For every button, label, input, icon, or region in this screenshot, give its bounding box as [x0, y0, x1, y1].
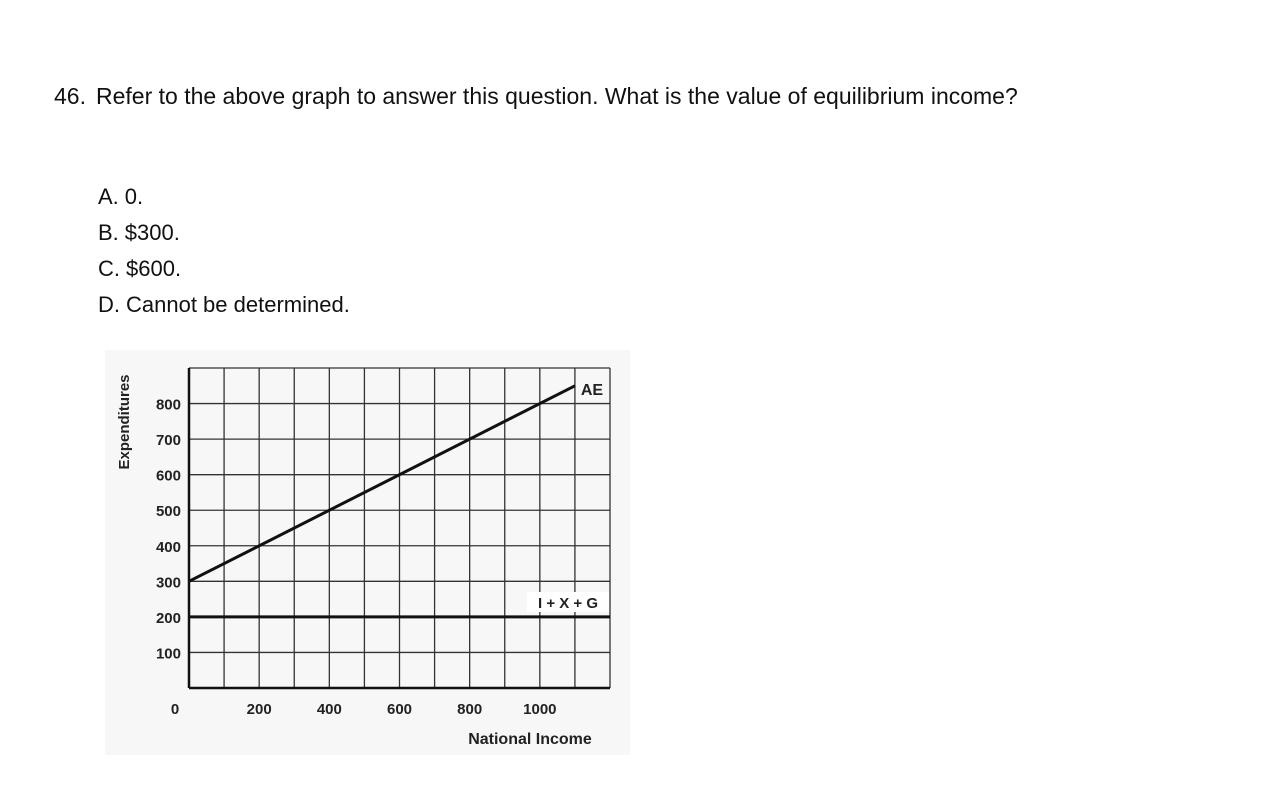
ae-label: AE	[580, 382, 604, 399]
choice-letter: A.	[98, 184, 119, 209]
x-tick-label: 800	[457, 701, 483, 718]
chart-ticks	[156, 397, 557, 718]
choice-b[interactable]	[98, 219, 350, 255]
choice-letter: B.	[98, 220, 119, 245]
ixg-label: I + X + G	[537, 595, 599, 612]
choice-letter: C.	[98, 256, 120, 281]
question-text: Refer to the above graph to answer this question. What is the value of equilibrium income?	[95, 83, 1018, 109]
y-tick-label: 300	[155, 574, 181, 592]
y-tick-label: 800	[155, 396, 181, 414]
y-axis-label: Expenditures	[116, 374, 133, 470]
choice-d[interactable]	[98, 291, 350, 327]
y-tick-label: 100	[155, 645, 181, 663]
x-tick-label: 1000	[523, 701, 557, 718]
x-tick-label: 200	[246, 701, 272, 718]
choice-letter: D.	[98, 292, 120, 317]
chart-svg	[105, 350, 630, 755]
choice-text: $300.	[124, 220, 180, 245]
ae-line	[189, 386, 575, 582]
answer-choices	[98, 183, 350, 327]
choice-c[interactable]	[98, 255, 350, 291]
question-number: 46.	[54, 83, 86, 109]
y-tick-label: 200	[155, 609, 181, 627]
choice-text: 0.	[124, 184, 144, 209]
y-tick-label: 500	[155, 503, 181, 521]
choice-a[interactable]	[98, 183, 350, 219]
y-tick-label: 700	[155, 432, 181, 450]
expenditure-graph	[105, 350, 630, 755]
x-axis-label: National Income	[468, 731, 592, 748]
y-tick-label: 600	[155, 467, 181, 485]
y-tick-label: 400	[155, 538, 181, 556]
choice-text: Cannot be determined.	[126, 292, 350, 317]
chart-grid	[189, 368, 610, 688]
x-tick-label: 400	[316, 701, 342, 718]
choice-text: $600.	[126, 256, 182, 281]
x-tick-label: 600	[386, 701, 413, 718]
question	[54, 82, 1018, 110]
x-tick-label: 0	[170, 701, 180, 718]
